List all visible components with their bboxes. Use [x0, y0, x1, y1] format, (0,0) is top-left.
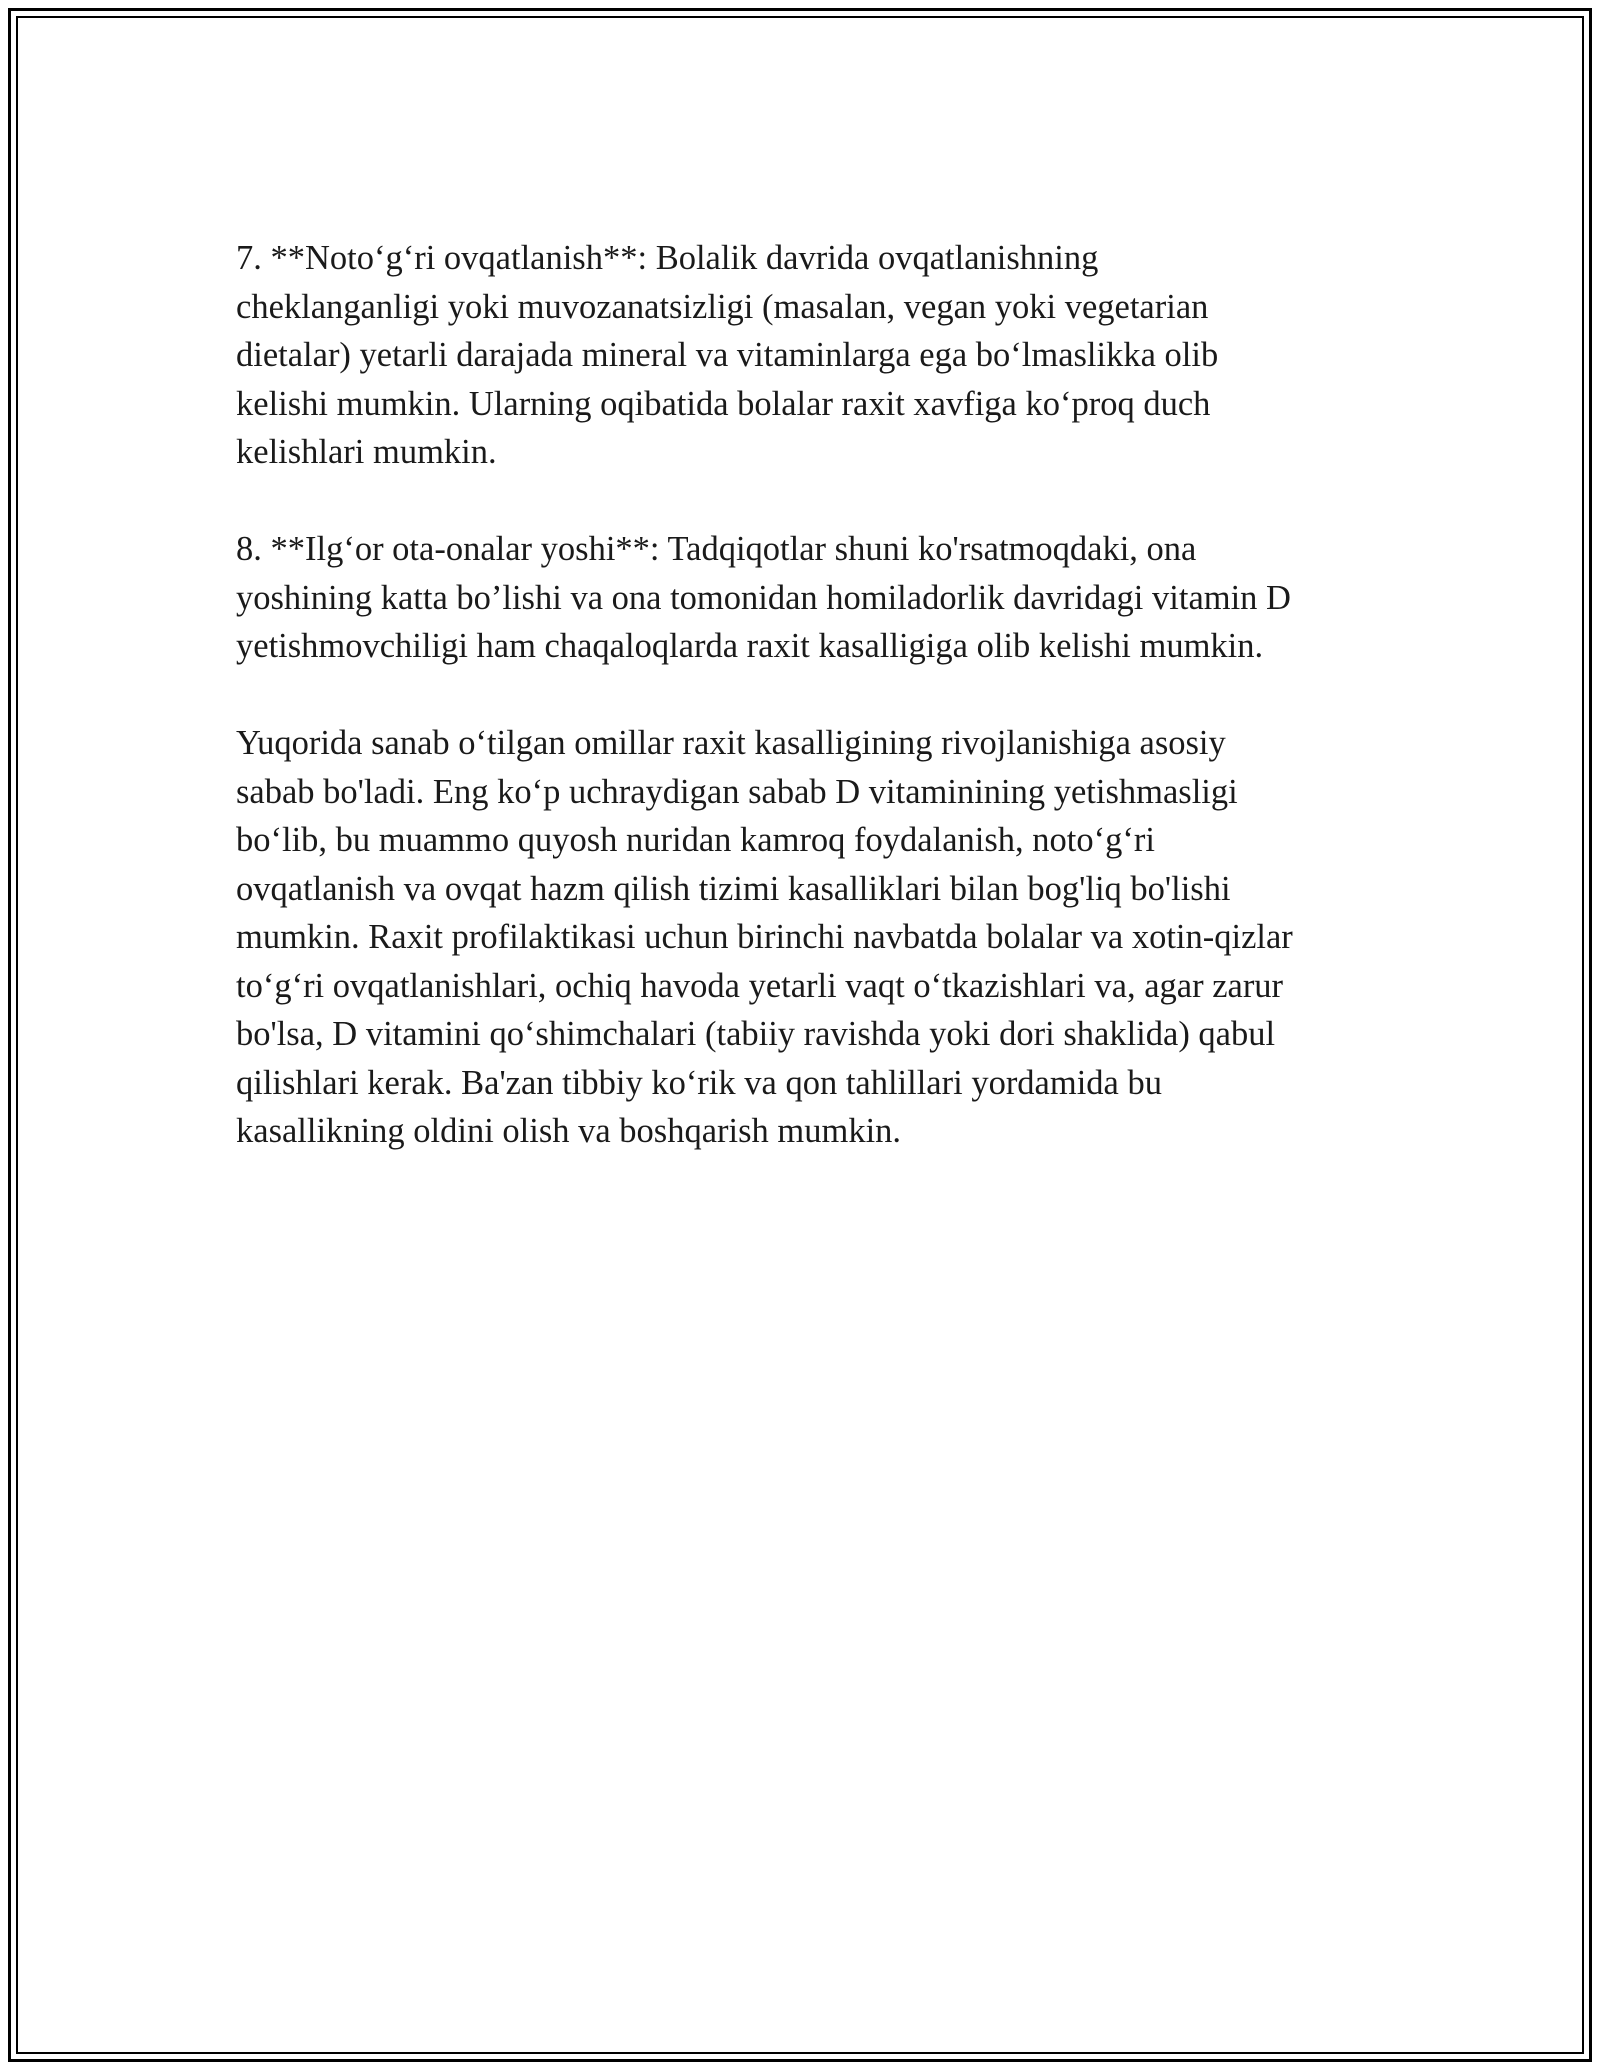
text-line: 7. **Noto‘g‘ri ovqatlanish**: Bolalik davrida ovqatlanishning	[236, 239, 1099, 277]
paragraph-item-7	[236, 234, 1396, 477]
text-line: 8. **Ilg‘or ota-onalar yoshi**: Tadqiqotlar shuni ko'rsatmoqdaki, ona	[236, 530, 1197, 568]
paragraph-item-8	[236, 525, 1396, 671]
text-line: dietalar) yetarli darajada mineral va vitaminlarga ega bo‘lmaslikka olib	[236, 336, 1219, 374]
text-line: mumkin. Raxit profilaktikasi uchun birinchi navbatda bolalar va xotin-qizlar	[236, 918, 1293, 956]
text-line: bo'lsa, D vitamini qo‘shimchalari (tabiiy ravishda yoki dori shaklida) qabul	[236, 1015, 1276, 1053]
text-line: sabab bo'ladi. Eng ko‘p uchraydigan sabab D vitaminining yetishmasligi	[236, 772, 1238, 811]
text-line: cheklanganligi yoki muvozanatsizligi (masalan, vegan yoki vegetarian	[236, 287, 1209, 326]
document-body	[236, 234, 1396, 1204]
text-line: ovqatlanish va ovqat hazm qilish tizimi kasalliklari bilan bog'liq bo'lishi	[236, 869, 1231, 908]
text-line: yetishmovchiligi ham chaqaloqlarda raxit kasalligiga olib kelishi mumkin.	[236, 627, 1264, 665]
paragraph-conclusion	[236, 719, 1396, 1156]
text-line: to‘g‘ri ovqatlanishlari, ochiq havoda yetarli vaqt o‘tkazishlari va, agar zarur	[236, 966, 1284, 1005]
text-line: qilishlari kerak. Ba'zan tibbiy ko‘rik va qon tahlillari yordamida bu	[236, 1063, 1162, 1102]
text-line: kasallikning oldini olish va boshqarish mumkin.	[236, 1112, 902, 1150]
text-line: kelishlari mumkin.	[236, 433, 497, 471]
text-line: bo‘lib, bu muammo quyosh nuridan kamroq foydalanish, noto‘g‘ri	[236, 821, 1155, 859]
text-line: kelishi mumkin. Ularning oqibatida bolalar raxit xavfiga ko‘proq duch	[236, 384, 1211, 423]
text-line: Yuqorida sanab o‘tilgan omillar raxit kasalligining rivojlanishiga asosiy	[236, 724, 1226, 762]
text-line: yoshining katta bo’lishi va ona tomonidan homiladorlik davridagi vitamin D	[236, 578, 1291, 617]
